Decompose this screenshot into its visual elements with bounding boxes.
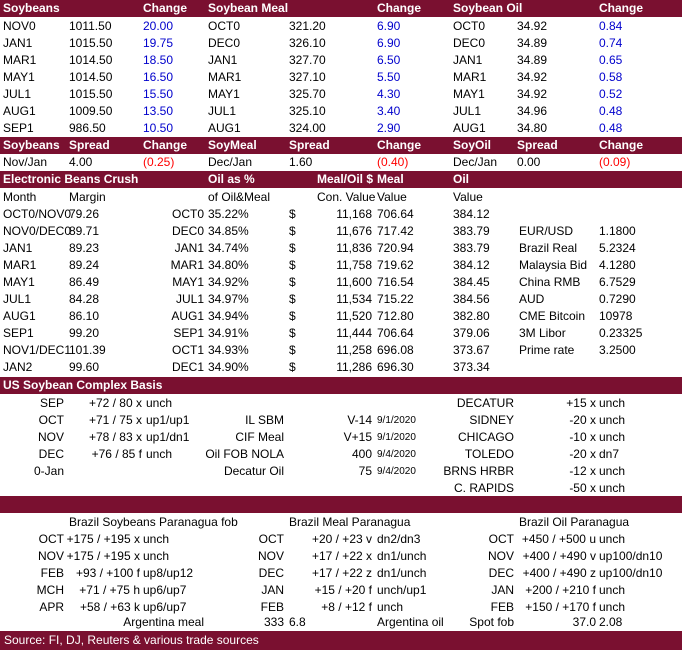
crush-contract: MAY1 xyxy=(172,275,204,289)
brazil-soy-change: unch xyxy=(143,549,170,563)
argentina-oil-spot: Spot fob xyxy=(469,615,514,629)
brazil-meal-value: +17 / +22 z xyxy=(311,566,372,580)
crush-margin: 89.24 xyxy=(69,258,100,272)
brazil-meal-month: JAN xyxy=(261,583,284,597)
crush-oil-pct: 34.91% xyxy=(208,326,249,340)
basis-change: up1/up1 xyxy=(146,413,190,427)
basis-location-value: -20 x xyxy=(569,413,596,427)
brazil-meal-change: dn2/dn3 xyxy=(377,532,421,546)
basis-product-value: V-14 xyxy=(347,413,372,427)
brazil-soy-change: unch xyxy=(143,532,170,546)
brazil-oil-change: up100/dn10 xyxy=(599,549,663,563)
oil-change: 0.84 xyxy=(599,19,623,33)
crush-margin: 84.28 xyxy=(69,292,100,306)
market-value: 3.2500 xyxy=(599,343,636,357)
basis-change: unch xyxy=(146,396,173,410)
crush-meal-value: 717.42 xyxy=(377,224,414,238)
oil-price: 34.92 xyxy=(517,87,548,101)
basis-location-change: unch xyxy=(599,430,626,444)
crush-month: SEP1 xyxy=(3,326,34,340)
crush-oil-value: 383.79 xyxy=(453,241,490,255)
spread-header-cell: SoyOil xyxy=(453,138,492,152)
meal-month: OCT0 xyxy=(208,19,241,33)
soybean-price: 1014.50 xyxy=(69,70,113,84)
soybean-change: 19.75 xyxy=(143,36,174,50)
crush-month: JAN2 xyxy=(3,360,33,374)
spread-value: 1.60 xyxy=(289,155,313,169)
spread-header-cell: Change xyxy=(377,138,422,152)
crush-oil-value: 384.12 xyxy=(453,207,490,221)
oil-month: MAY1 xyxy=(453,87,485,101)
oil-price: 34.92 xyxy=(517,19,548,33)
basis-product-value: 75 xyxy=(358,464,372,478)
crush-meal-value: 712.80 xyxy=(377,309,414,323)
oil-month: MAR1 xyxy=(453,70,487,84)
oil-price: 34.92 xyxy=(517,70,548,84)
crush-con-value: 11,836 xyxy=(336,241,372,255)
crush-dollar: $ xyxy=(289,207,296,221)
market-name: AUD xyxy=(519,292,545,306)
crush-contract: DEC1 xyxy=(171,360,204,374)
crush-oil-pct: 34.90% xyxy=(208,360,249,374)
basis-change: up1/dn1 xyxy=(146,430,190,444)
brazil-soy-title: Brazil Soybeans Paranagua fob xyxy=(69,515,238,529)
brazil-oil-month: DEC xyxy=(488,566,514,580)
crush-margin: 99.60 xyxy=(69,360,100,374)
brazil-oil-value: +200 / +210 f xyxy=(525,583,596,597)
spread-header-cell: Change xyxy=(143,138,188,152)
crush-dollar: $ xyxy=(289,241,296,255)
oil-month: OCT0 xyxy=(453,19,486,33)
brazil-oil-value: +400 / +490 v xyxy=(522,549,596,563)
crush-oil-pct: 35.22% xyxy=(208,207,249,221)
market-name: CME Bitcoin xyxy=(519,309,586,323)
crush-month: AUG1 xyxy=(3,309,36,323)
crush-contract: AUG1 xyxy=(171,309,204,323)
market-value: 10978 xyxy=(599,309,633,323)
basis-location-change: unch xyxy=(599,464,626,478)
crush-meal-value: 706.64 xyxy=(377,326,414,340)
basis-location-change: dn7 xyxy=(599,447,620,461)
crush-oil-value: 383.79 xyxy=(453,224,490,238)
spread-header-cell: Soybeans xyxy=(3,138,60,152)
crush-header-oil-pct: Oil as % xyxy=(208,172,255,186)
brazil-meal-month: OCT xyxy=(258,532,284,546)
crush-meal-value: 720.94 xyxy=(377,241,414,255)
soybean-month: JAN1 xyxy=(3,36,33,50)
meal-change: 2.90 xyxy=(377,121,401,135)
brazil-meal-value: +17 / +22 x xyxy=(311,549,372,563)
crush-con-value: 11,168 xyxy=(336,207,372,221)
crush-dollar: $ xyxy=(289,292,296,306)
basis-location: CHICAGO xyxy=(457,430,514,444)
meal-change: 6.90 xyxy=(377,36,401,50)
meal-price: 321.20 xyxy=(289,19,326,33)
crush-subheader: Value xyxy=(377,190,407,204)
soybean-price: 1015.50 xyxy=(69,87,113,101)
brazil-soy-change: up6/up7 xyxy=(143,583,187,597)
crush-oil-pct: 34.93% xyxy=(208,343,249,357)
crush-con-value: 11,600 xyxy=(336,275,372,289)
soybean-change: 10.50 xyxy=(143,121,174,135)
brazil-soy-value: +175 / +195 x xyxy=(66,532,140,546)
brazil-oil-change: up100/dn10 xyxy=(599,566,663,580)
oil-month: DEC0 xyxy=(453,36,486,50)
basis-location-value: -50 x xyxy=(569,481,596,495)
futures-header-cell: Change xyxy=(143,1,188,15)
basis-location-value: +15 x xyxy=(566,396,596,410)
basis-product-value: 400 xyxy=(351,447,372,461)
soybean-month: MAR1 xyxy=(3,53,37,67)
brazil-oil-month: FEB xyxy=(490,600,514,614)
basis-value: +72 / 80 x xyxy=(88,396,142,410)
crush-oil-value: 384.45 xyxy=(453,275,490,289)
crush-margin: 79.26 xyxy=(69,207,100,221)
crush-meal-value: 706.64 xyxy=(377,207,414,221)
soybean-month: AUG1 xyxy=(3,104,36,118)
spread-value: 4.00 xyxy=(69,155,93,169)
oil-month: JAN1 xyxy=(453,53,483,67)
crush-subheader: Con. Value xyxy=(317,190,376,204)
market-name: Prime rate xyxy=(519,343,575,357)
spread-value: (0.25) xyxy=(143,155,175,169)
crush-oil-pct: 34.74% xyxy=(208,241,249,255)
brazil-oil-value: +400 / +490 z xyxy=(522,566,596,580)
futures-header-cell: Change xyxy=(599,1,644,15)
oil-change: 0.65 xyxy=(599,53,623,67)
crush-oil-value: 373.34 xyxy=(453,360,490,374)
oil-price: 34.89 xyxy=(517,36,548,50)
brazil-soy-month: APR xyxy=(39,600,64,614)
crush-contract: JAN1 xyxy=(174,241,204,255)
crush-month: NOV0/DEC0 xyxy=(3,224,72,238)
spread-value: Dec/Jan xyxy=(208,155,253,169)
brazil-meal-change: dn1/unch xyxy=(377,549,427,563)
oil-change: 0.48 xyxy=(599,104,623,118)
basis-value: +76 / 85 f xyxy=(91,447,142,461)
soybean-price: 1011.50 xyxy=(69,19,112,33)
brazil-soy-month: FEB xyxy=(40,566,64,580)
market-value: 1.1800 xyxy=(599,224,636,238)
crush-margin: 86.49 xyxy=(69,275,100,289)
basis-product-date: 9/4/2020 xyxy=(377,466,416,477)
spread-value: Dec/Jan xyxy=(453,155,498,169)
crush-margin: 89.23 xyxy=(69,241,100,255)
basis-location-value: -10 x xyxy=(569,430,596,444)
blank-bar xyxy=(0,496,682,513)
basis-value: +78 / 83 x xyxy=(88,430,142,444)
basis-location: C. RAPIDS xyxy=(453,481,514,495)
soybean-month: JUL1 xyxy=(3,87,32,101)
soybean-change: 16.50 xyxy=(143,70,174,84)
brazil-soy-month: MCH xyxy=(36,583,64,597)
soybean-change: 15.50 xyxy=(143,87,174,101)
meal-price: 326.10 xyxy=(289,36,326,50)
crush-month: JAN1 xyxy=(3,241,33,255)
basis-location: BRNS HRBR xyxy=(443,464,514,478)
crush-meal-value: 716.54 xyxy=(377,275,414,289)
market-name: EUR/USD xyxy=(519,224,574,238)
basis-location-change: unch xyxy=(599,481,626,495)
crush-subheader: Month xyxy=(3,190,37,204)
crush-dollar: $ xyxy=(289,275,296,289)
basis-location: TOLEDO xyxy=(464,447,514,461)
futures-header-cell: Soybeans xyxy=(3,1,60,15)
meal-price: 325.10 xyxy=(289,104,326,118)
brazil-soy-change: up8/up12 xyxy=(143,566,194,580)
brazil-oil-change: unch xyxy=(599,600,626,614)
crush-subheader: of Oil&Meal xyxy=(208,190,271,204)
basis-month: SEP xyxy=(39,396,64,410)
soybean-change: 20.00 xyxy=(143,19,174,33)
crush-con-value: 11,534 xyxy=(336,292,372,306)
brazil-oil-value: +450 / +500 u xyxy=(521,532,596,546)
crush-subheader: Margin xyxy=(69,190,106,204)
crush-dollar: $ xyxy=(289,326,296,340)
soybean-price: 1014.50 xyxy=(69,53,113,67)
argentina-oil-value: 37.0 xyxy=(572,615,596,629)
spread-value: (0.40) xyxy=(377,155,409,169)
spread-header-cell: Spread xyxy=(289,138,330,152)
crush-header-meal-oil: Meal/Oil $ xyxy=(317,172,374,186)
crush-oil-value: 382.80 xyxy=(453,309,490,323)
brazil-meal-change: unch xyxy=(377,600,404,614)
market-name: Malaysia Bid xyxy=(519,258,588,272)
meal-price: 325.70 xyxy=(289,87,326,101)
spread-header-cell: Spread xyxy=(69,138,110,152)
brazil-meal-value: +20 / +23 v xyxy=(311,532,372,546)
basis-month: 0-Jan xyxy=(33,464,64,478)
basis-month: OCT xyxy=(38,413,64,427)
brazil-oil-change: unch xyxy=(599,583,626,597)
argentina-oil-label: Argentina oil xyxy=(377,615,444,629)
brazil-soy-change: up6/up7 xyxy=(143,600,187,614)
brazil-meal-change: dn1/unch xyxy=(377,566,427,580)
crush-margin: 89.71 xyxy=(69,224,100,238)
argentina-meal-label: Argentina meal xyxy=(123,615,204,629)
market-value: 4.1280 xyxy=(599,258,636,272)
spread-value: (0.09) xyxy=(599,155,631,169)
crush-con-value: 11,520 xyxy=(336,309,372,323)
basis-location: SIDNEY xyxy=(469,413,514,427)
brazil-meal-value: +8 / +12 f xyxy=(321,600,372,614)
futures-header-cell: Soybean Meal xyxy=(208,1,289,15)
futures-header-bar xyxy=(0,0,682,17)
basis-location-value: -20 x xyxy=(569,447,596,461)
source-note: Source: FI, DJ, Reuters & various trade sources xyxy=(4,633,259,647)
meal-change: 6.50 xyxy=(377,53,401,67)
brazil-oil-value: +150 / +170 f xyxy=(525,600,596,614)
brazil-oil-change: unch xyxy=(599,532,626,546)
crush-margin: 99.20 xyxy=(69,326,100,340)
soybean-change: 13.50 xyxy=(143,104,174,118)
crush-oil-value: 379.06 xyxy=(453,326,490,340)
crush-dollar: $ xyxy=(289,360,296,374)
crush-meal-value: 719.62 xyxy=(377,258,414,272)
crush-month: JUL1 xyxy=(3,292,32,306)
brazil-oil-month: NOV xyxy=(487,549,514,563)
meal-price: 327.70 xyxy=(289,53,326,67)
brazil-soy-month: NOV xyxy=(37,549,64,563)
basis-change: unch xyxy=(146,447,173,461)
market-name: China RMB xyxy=(519,275,581,289)
brazil-meal-month: DEC xyxy=(258,566,284,580)
crush-header-oil: Oil xyxy=(453,172,470,186)
basis-product: IL SBM xyxy=(245,413,284,427)
basis-product: Decatur Oil xyxy=(223,464,284,478)
argentina-meal-value: 333 xyxy=(263,615,284,629)
crush-dollar: $ xyxy=(289,309,296,323)
oil-price: 34.89 xyxy=(517,53,548,67)
oil-change: 0.58 xyxy=(599,70,623,84)
brazil-soy-value: +58 / +63 k xyxy=(79,600,140,614)
crush-dollar: $ xyxy=(289,224,296,238)
basis-month: DEC xyxy=(38,447,64,461)
brazil-soy-value: +71 / +75 h xyxy=(79,583,140,597)
soybean-month: SEP1 xyxy=(3,121,34,135)
market-name: Brazil Real xyxy=(519,241,578,255)
spread-value: 0.00 xyxy=(517,155,541,169)
basis-product: Oil FOB NOLA xyxy=(205,447,284,461)
crush-meal-value: 696.30 xyxy=(377,360,414,374)
argentina-oil-change: 2.08 xyxy=(599,615,623,629)
crush-month: NOV1/DEC1 xyxy=(3,343,72,357)
soybean-change: 18.50 xyxy=(143,53,174,67)
crush-margin: 101.39 xyxy=(69,343,106,357)
oil-change: 0.48 xyxy=(599,121,623,135)
crush-dollar: $ xyxy=(289,343,296,357)
meal-month: JUL1 xyxy=(208,104,237,118)
soybean-month: NOV0 xyxy=(3,19,36,33)
crush-contract: DEC0 xyxy=(171,224,204,238)
crush-oil-pct: 34.85% xyxy=(208,224,249,238)
soybean-price: 986.50 xyxy=(69,121,106,135)
crush-month: MAR1 xyxy=(3,258,37,272)
soybean-price: 1009.50 xyxy=(69,104,113,118)
basis-location-value: -12 x xyxy=(569,464,596,478)
crush-con-value: 11,676 xyxy=(336,224,372,238)
meal-change: 6.90 xyxy=(377,19,401,33)
crush-oil-value: 384.56 xyxy=(453,292,490,306)
crush-oil-value: 373.67 xyxy=(453,343,490,357)
basis-product-date: 9/1/2020 xyxy=(377,432,416,443)
crush-oil-pct: 34.92% xyxy=(208,275,249,289)
oil-month: JUL1 xyxy=(453,104,482,118)
crush-title: Electronic Beans Crush xyxy=(3,172,139,186)
crush-meal-value: 696.08 xyxy=(377,343,414,357)
meal-change: 3.40 xyxy=(377,104,401,118)
basis-location-change: unch xyxy=(599,413,626,427)
basis-product-value: V+15 xyxy=(343,430,372,444)
meal-month: MAR1 xyxy=(208,70,242,84)
brazil-meal-value: +15 / +20 f xyxy=(314,583,372,597)
meal-month: MAY1 xyxy=(208,87,240,101)
crush-con-value: 11,758 xyxy=(336,258,372,272)
basis-month: NOV xyxy=(37,430,64,444)
meal-month: DEC0 xyxy=(208,36,241,50)
crush-oil-pct: 34.80% xyxy=(208,258,249,272)
spread-value: Nov/Jan xyxy=(3,155,48,169)
crush-con-value: 11,286 xyxy=(336,360,372,374)
crush-contract: JUL1 xyxy=(175,292,204,306)
futures-header-cell: Change xyxy=(377,1,422,15)
crush-dollar: $ xyxy=(289,258,296,272)
brazil-oil-title: Brazil Oil Paranagua xyxy=(519,515,630,529)
crush-header-meal: Meal xyxy=(377,172,404,186)
market-value: 0.7290 xyxy=(599,292,636,306)
crush-margin: 86.10 xyxy=(69,309,100,323)
market-value: 0.23325 xyxy=(599,326,643,340)
soybean-month: MAY1 xyxy=(3,70,35,84)
brazil-meal-month: NOV xyxy=(257,549,284,563)
crush-subheader: Value xyxy=(453,190,483,204)
crush-meal-value: 715.22 xyxy=(377,292,414,306)
meal-price: 327.10 xyxy=(289,70,326,84)
market-name: 3M Libor xyxy=(519,326,566,340)
basis-location: DECATUR xyxy=(456,396,514,410)
spread-header-cell: SoyMeal xyxy=(208,138,257,152)
basis-product: CIF Meal xyxy=(235,430,284,444)
crush-month: OCT0/NOV0 xyxy=(3,207,72,221)
brazil-soy-month: OCT xyxy=(38,532,64,546)
oil-price: 34.96 xyxy=(517,104,548,118)
crush-con-value: 11,258 xyxy=(336,343,372,357)
basis-title: US Soybean Complex Basis xyxy=(3,378,163,392)
market-value: 5.2324 xyxy=(599,241,636,255)
brazil-oil-month: JAN xyxy=(491,583,514,597)
oil-month: AUG1 xyxy=(453,121,486,135)
meal-month: AUG1 xyxy=(208,121,241,135)
oil-price: 34.80 xyxy=(517,121,548,135)
brazil-meal-change: unch/up1 xyxy=(377,583,427,597)
crush-contract: OCT0 xyxy=(171,207,204,221)
crush-oil-pct: 34.94% xyxy=(208,309,249,323)
crush-contract: MAR1 xyxy=(170,258,204,272)
futures-header-cell: Soybean Oil xyxy=(453,1,523,15)
crush-month: MAY1 xyxy=(3,275,35,289)
spread-header-cell: Spread xyxy=(517,138,558,152)
brazil-soy-value: +175 / +195 x xyxy=(66,549,140,563)
meal-change: 5.50 xyxy=(377,70,401,84)
spread-header-cell: Change xyxy=(599,138,644,152)
crush-oil-value: 384.12 xyxy=(453,258,490,272)
crush-contract: SEP1 xyxy=(173,326,204,340)
oil-change: 0.74 xyxy=(599,36,623,50)
basis-value: +71 / 75 x xyxy=(88,413,142,427)
brazil-meal-month: FEB xyxy=(260,600,284,614)
crush-con-value: 11,444 xyxy=(336,326,372,340)
brazil-oil-month: OCT xyxy=(488,532,514,546)
basis-product-date: 9/4/2020 xyxy=(377,449,416,460)
meal-price: 324.00 xyxy=(289,121,326,135)
market-value: 6.7529 xyxy=(599,275,636,289)
brazil-soy-value: +93 / +100 f xyxy=(75,566,140,580)
soybean-price: 1015.50 xyxy=(69,36,113,50)
oil-change: 0.52 xyxy=(599,87,623,101)
meal-month: JAN1 xyxy=(208,53,238,67)
basis-location-change: unch xyxy=(599,396,626,410)
brazil-meal-title: Brazil Meal Paranagua xyxy=(289,515,411,529)
crush-contract: OCT1 xyxy=(171,343,204,357)
crush-oil-pct: 34.97% xyxy=(208,292,249,306)
meal-change: 4.30 xyxy=(377,87,401,101)
basis-product-date: 9/1/2020 xyxy=(377,415,416,426)
argentina-meal-change: 6.8 xyxy=(289,615,306,629)
